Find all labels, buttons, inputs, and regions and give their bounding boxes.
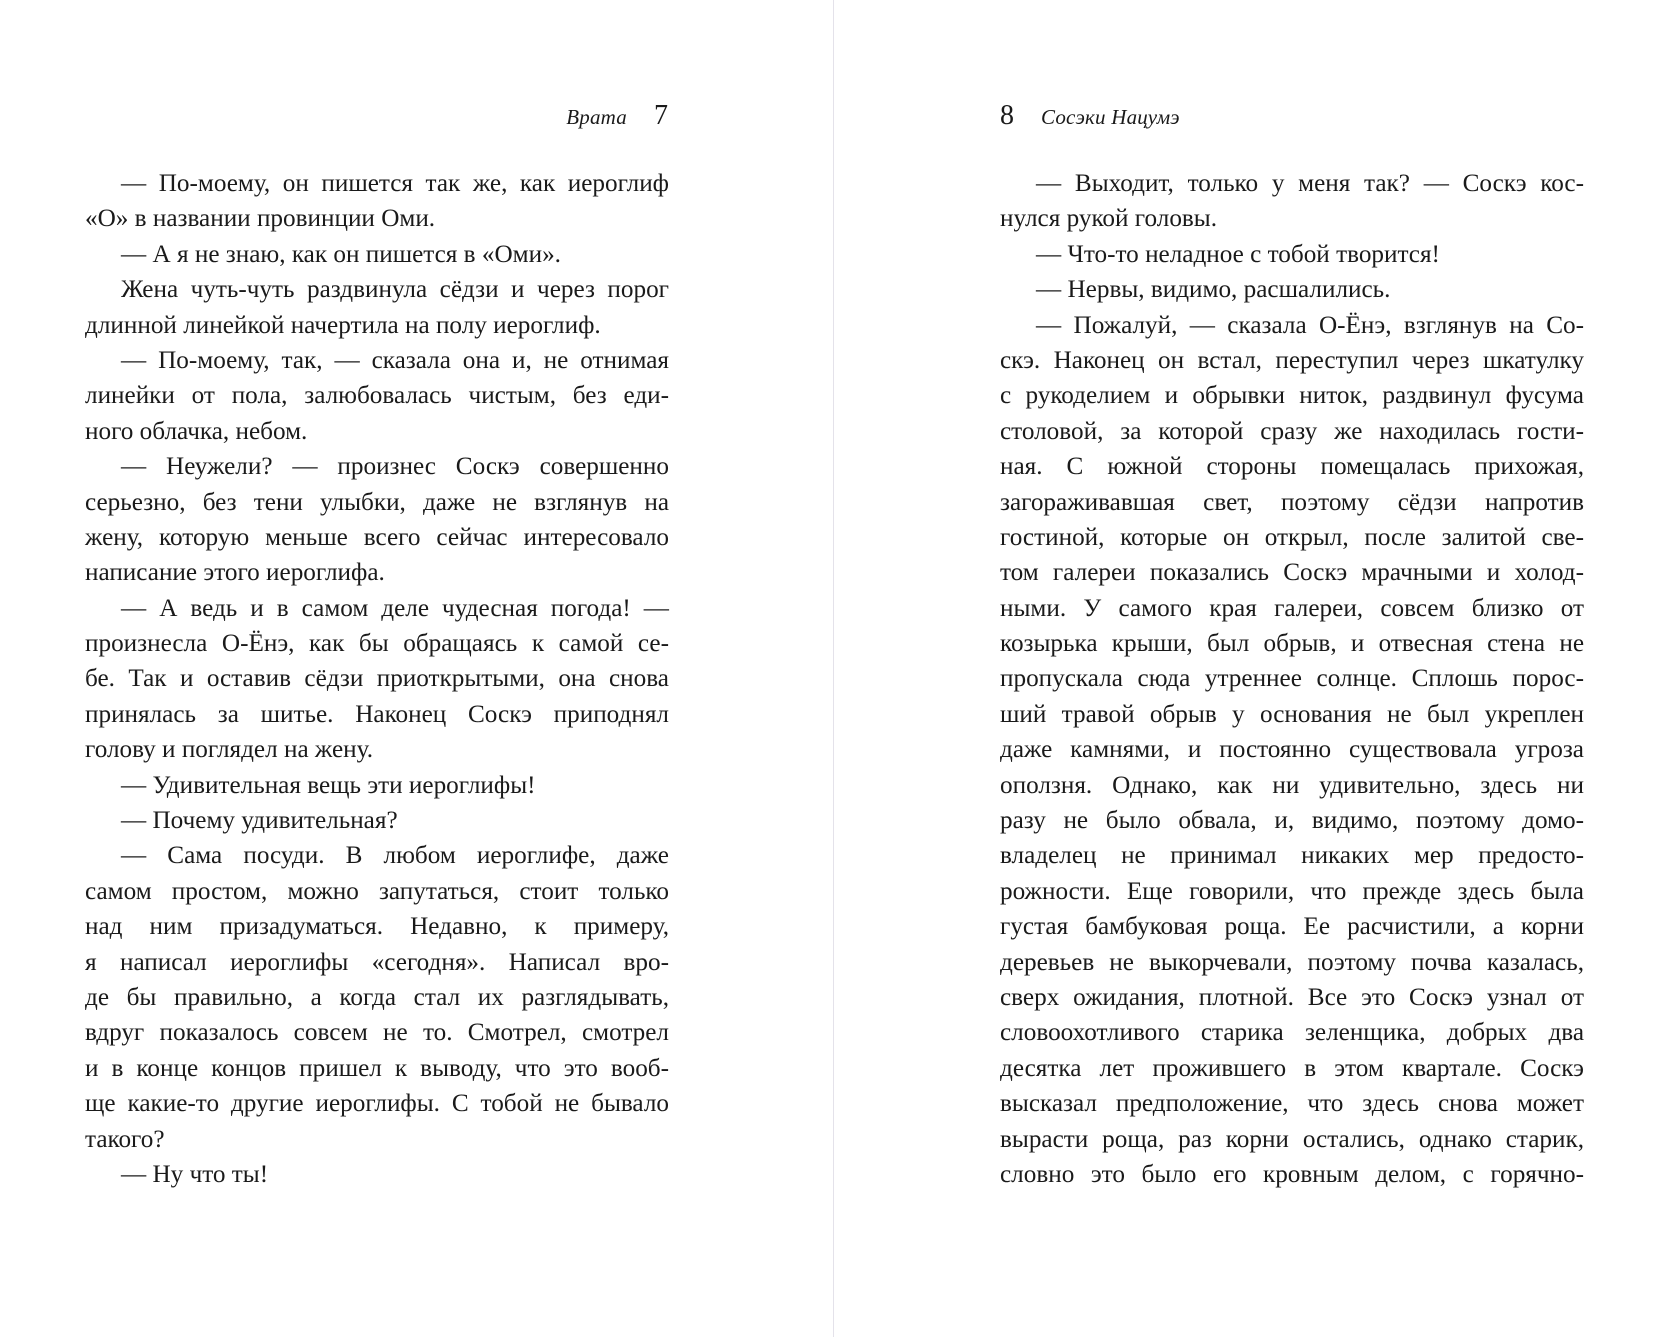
text-line: словоохотливого старика зеленщика, добрых два [1000, 1019, 1584, 1047]
text-line: с рукоделием и обрывки ниток, раздвинул фусума [1000, 382, 1584, 410]
text-line: даже камнями, и постоянно существовала угроза [1000, 736, 1584, 764]
text-line: — Почему удивительная? [121, 807, 398, 835]
text-line: над ним призадуматься. Недавно, к примеру, [85, 913, 669, 941]
right-page [834, 0, 1667, 1337]
text-line: разу не было обвала, и, видимо, поэтому домо- [1000, 807, 1584, 835]
left-body-text [85, 166, 669, 1192]
text-line: том галереи показались Соскэ мрачными и холод- [1000, 559, 1584, 587]
text-line: словно это было его кровным делом, с горячно- [1000, 1160, 1584, 1188]
text-line: оползня. Однако, как ни удивительно, здесь ни [1000, 771, 1584, 799]
text-line: деревьев не выкорчевали, поэтому почва казалась, [1000, 948, 1584, 976]
text-line: — Что-то неладное с тобой творится! [1036, 240, 1440, 268]
text-line: ного облачка, небом. [85, 417, 308, 445]
right-body-text [1000, 166, 1584, 1192]
text-line: сверх ожидания, плотной. Все это Соскэ узнал от [1000, 983, 1584, 1011]
left-page [0, 0, 833, 1337]
text-line: густая бамбуковая роща. Ее расчистили, а корни [1000, 913, 1584, 941]
text-line: ными. У самого края галереи, совсем близко от [1000, 594, 1584, 622]
text-line: ная. С южной стороны помещалась прихожая, [1000, 453, 1584, 481]
text-line: — Удивительная вещь эти иероглифы! [121, 771, 536, 799]
text-line: — Сама посуди. В любом иероглифе, даже [121, 842, 669, 870]
text-line: ший травой обрыв у основания не был укреплен [1000, 700, 1584, 728]
text-line: нулся рукой головы. [1000, 205, 1218, 233]
text-line: — Пожалуй, — сказала О-Ёнэ, взглянув на Со- [1036, 311, 1584, 339]
text-line: — А я не знаю, как он пишется в «Оми». [121, 240, 561, 268]
text-line: столовой, за которой сразу же находилась гости- [1000, 417, 1584, 445]
text-line: ще какие-то другие иероглифы. С тобой не бывало [85, 1090, 669, 1118]
text-line: — Нервы, видимо, расшалились. [1036, 276, 1391, 304]
text-line: голову и поглядел на жену. [85, 736, 374, 764]
text-line: вдруг показалось совсем не то. Смотрел, смотрел [85, 1019, 669, 1047]
text-line: и в конце концов пришел к выводу, что это вооб- [85, 1054, 669, 1082]
left-running-head [566, 100, 668, 136]
text-line: владелец не принимал никаких мер предосто- [1000, 842, 1584, 870]
text-line: бе. Так и оставив сёдзи приоткрытыми, она снова [85, 665, 669, 693]
text-line: — Ну что ты! [121, 1160, 269, 1188]
text-line: пропускала сюда утреннее солнце. Сплошь порос- [1000, 665, 1584, 693]
text-line: серьезно, без тени улыбки, даже не взглянув на [85, 488, 669, 516]
text-line: длинной линейкой начертила на полу иероглиф. [85, 311, 601, 339]
text-line: — По-моему, так, — сказала она и, не отнимая [121, 346, 669, 374]
page-number: 7 [654, 100, 668, 131]
text-line: высказал предположение, что здесь снова может [1000, 1090, 1584, 1118]
text-line: загораживавшая свет, поэтому сёдзи напротив [1000, 488, 1584, 516]
text-line: гостиной, которые он открыл, после залитой све- [1000, 523, 1584, 551]
author-name: Сосэки Нацумэ [1041, 105, 1180, 129]
text-line: рожности. Еще говорили, что прежде здесь была [1000, 877, 1584, 905]
text-line: линейки от пола, залюбовалась чистым, без еди- [85, 382, 669, 410]
text-line: козырька крыши, был обрыв, и отвесная стена не [1000, 630, 1584, 658]
right-running-head [1000, 100, 1180, 136]
text-line: «О» в названии провинции Оми. [85, 205, 436, 233]
text-line: Жена чуть-чуть раздвинула сёдзи и через порог [121, 276, 669, 304]
text-line: вырасти роща, раз корни остались, однако старик, [1000, 1125, 1584, 1153]
chapter-title: Врата [566, 105, 627, 129]
text-line: — По-моему, он пишется так же, как иероглиф [121, 170, 669, 197]
text-line: я написал иероглифы «сегодня». Написал вро- [85, 948, 669, 976]
text-line: де бы правильно, а когда стал их разглядывать, [85, 983, 669, 1011]
text-line: скэ. Наконец он встал, переступил через шкатулку [1000, 346, 1584, 374]
text-line: десятка лет прожившего в этом квартале. Соскэ [1000, 1054, 1584, 1082]
page-number: 8 [1000, 100, 1014, 131]
text-line: самом простом, можно запутаться, стоит только [85, 877, 669, 905]
text-line: жену, которую меньше всего сейчас интересовало [85, 523, 669, 551]
text-line: — Неужели? — произнес Соскэ совершенно [121, 453, 669, 481]
text-line: принялась за шитье. Наконец Соскэ приподнял [85, 700, 669, 728]
text-line: такого? [85, 1125, 165, 1153]
text-line: — Выходит, только у меня так? — Соскэ кос- [1036, 170, 1584, 197]
text-line: написание этого иероглифа. [85, 559, 385, 587]
text-line: произнесла О-Ёнэ, как бы обращаясь к самой се- [85, 630, 669, 658]
text-line: — А ведь и в самом деле чудесная погода! — [121, 594, 669, 622]
